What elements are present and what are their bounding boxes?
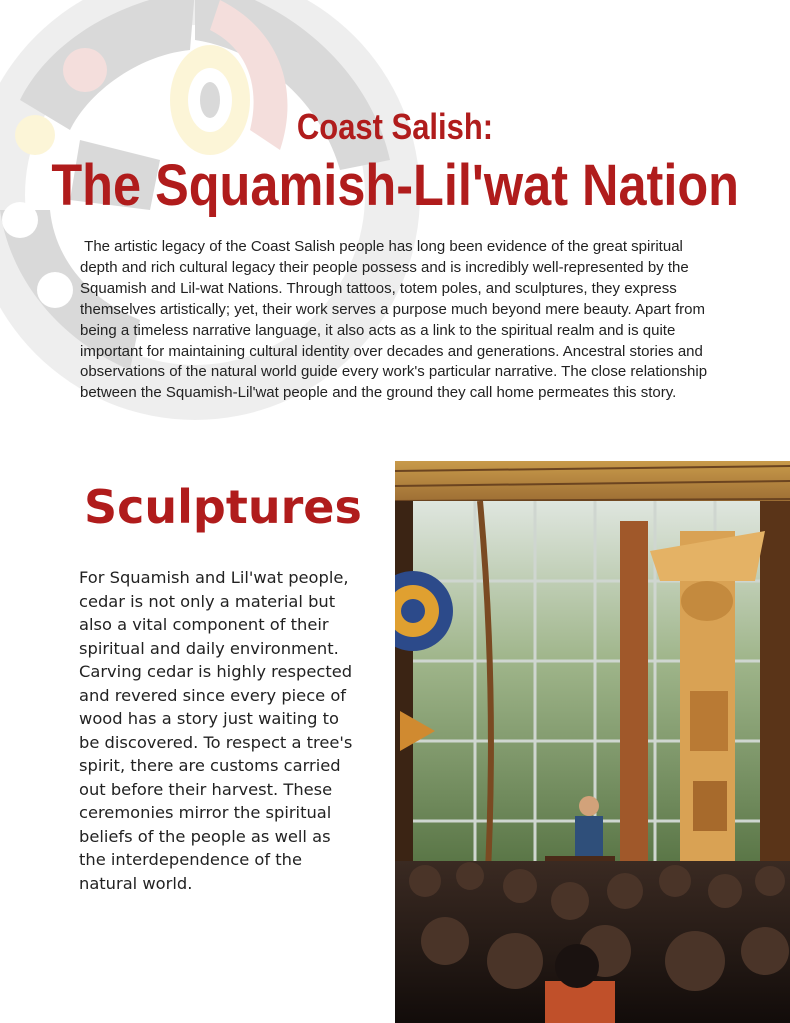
page-title: The Squamish-Lil'wat Nation	[51, 153, 740, 218]
longhouse-totem-photo	[395, 461, 790, 1023]
section-heading-sculptures: Sculptures	[84, 480, 362, 534]
sculptures-paragraph: For Squamish and Lil'wat people, cedar is not only a material but also a vital component of their spiritual and daily environment. Carving cedar is highly respected and revered since every piece of wood has a story just waiting to be discovered. To respect a tree's spirit, there are customs carried out before their harvest. These ceremonies mirror the spiritual beliefs of the people as well as the interdependence of the natural world.	[79, 568, 353, 893]
page-subtitle: Coast Salish:	[296, 106, 494, 147]
intro-paragraph: The artistic legacy of the Coast Salish people has long been evidence of the great spiritual depth and rich cultural legacy their people possess and is incredibly well-represented by the Squamish and Lil-wat Nations. Through tattoos, totem poles, and sculptures, they express themselves artistically; yet, their work serves a purpose much beyond mere beauty. Apart from being a timeless narrative language, it also acts as a link to the spiritual realm and is quite important for maintaining cultural identity over decades and generations. Ancestral stories and observations of the natural world guide every work's particular narrative. The close relationship between the Squamish-Lil'wat people and the ground they call home permeates this story.	[80, 238, 712, 402]
